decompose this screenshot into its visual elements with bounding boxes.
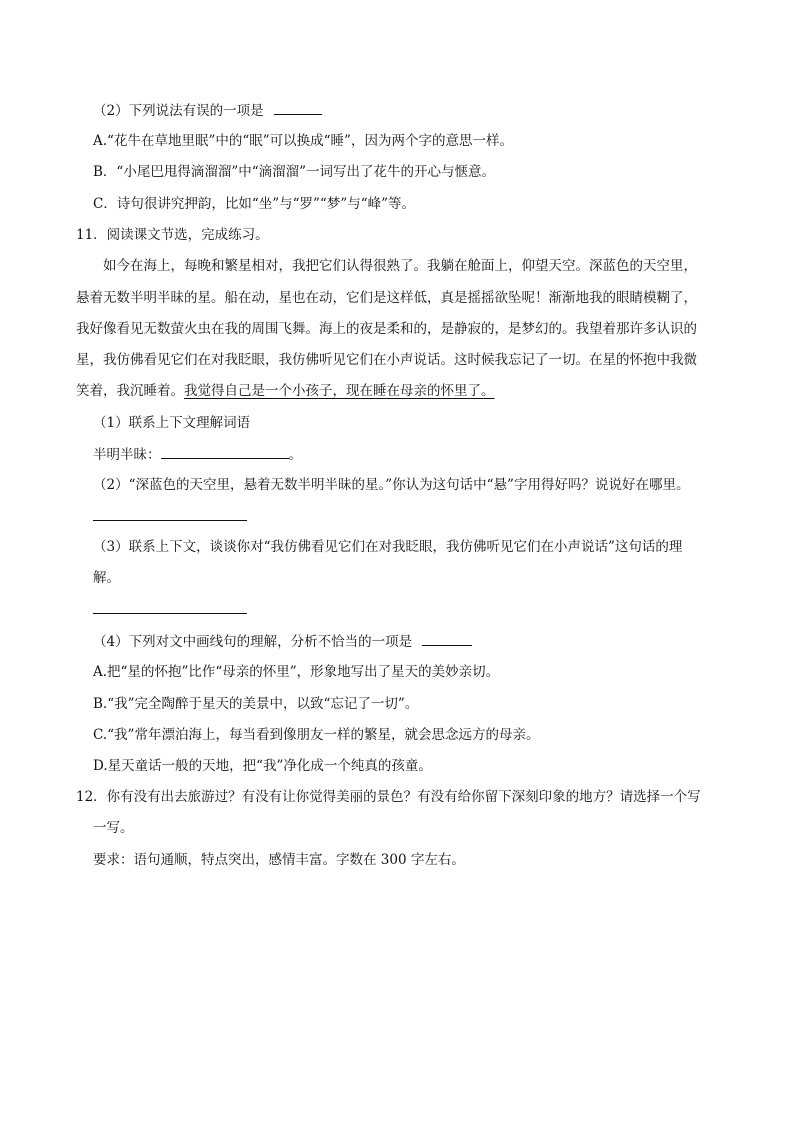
q11-passage-line-1: 如今在海上，每晚和繁星相对，我把它们认得很熟了。我躺在舱面上，仰望天空。深蓝色的天空里， <box>103 258 697 274</box>
q11-option-b: B.“我”完全陶醉于星天的美景中，以致“忘记了一切”。 <box>93 696 419 712</box>
q11-sub1-end: 。 <box>288 447 302 463</box>
q11-sub1-answer-blank[interactable] <box>161 444 289 459</box>
q11-sub1-word: 半明半昧： <box>93 447 161 463</box>
q11-sub1-stem: （1）联系上下文理解词语 <box>93 415 251 431</box>
q10-option-c: C．诗句很讲究押韵，比如“坐”与“罗”“梦”与“峰”等。 <box>93 196 416 212</box>
q11-passage-plain: 笑着，我沉睡着。 <box>76 383 184 399</box>
q11-sub3-line-2: 解。 <box>93 570 120 586</box>
q10-sub2-answer-blank[interactable] <box>274 100 322 115</box>
q10-sub2-stem-text: （2）下列说法有误的一项是 <box>93 103 264 119</box>
q12-line-1: 12．你有没有出去旅游过？有没有让你觉得美丽的景色？有没有给你留下深刻印象的地方？请选择一个写 <box>76 789 701 805</box>
q11-passage-line-4: 星，我仿佛看见它们在对我眨眼，我仿佛听见它们在小声说话。这时候我忘记了一切。在星的怀抱中我微 <box>76 352 697 368</box>
q11-sub4-answer-blank[interactable] <box>422 631 472 646</box>
q11-option-c: C.“我”常年漂泊海上，每当看到像朋友一样的繁星，就会思念远方的母亲。 <box>93 727 540 743</box>
q11-underlined-sentence: 我觉得自己是一个小孩子，现在睡在母亲的怀里了。 <box>184 383 495 399</box>
q11-sub4-stem-text: （4）下列对文中画线句的理解，分析不恰当的一项是 <box>93 634 413 650</box>
q11-passage-line-5 <box>76 381 495 401</box>
q10-option-b: B．“小尾巴甩得滴溜溜”中“滴溜溜”一词写出了花牛的开心与惬意。 <box>93 164 496 180</box>
q11-passage-line-2: 悬着无数半明半昧的星。船在动，星也在动，它们是这样低，真是摇摇欲坠呢！渐渐地我的眼睛模糊了， <box>76 290 697 306</box>
q12-requirements: 要求：语句通顺，特点突出，感情丰富。字数在 300 字左右。 <box>93 852 465 868</box>
q11-option-d: D.星天童话一般的天地，把“我”净化成一个纯真的孩童。 <box>93 758 432 774</box>
q11-sub3-answer-line[interactable] <box>93 613 247 614</box>
q11-passage-line-3: 我好像看见无数萤火虫在我的周围飞舞。海上的夜是柔和的，是静寂的，是梦幻的。我望着那许多认识的 <box>76 321 697 337</box>
q11-sub1-answer-row <box>93 444 302 465</box>
q10-option-a: A.“花牛在草地里眠”中的“眠”可以换成“睡”，因为两个字的意思一样。 <box>93 133 513 149</box>
q11-option-a: A.把“星的怀抱”比作“母亲的怀里”，形象地写出了星天的美妙亲切。 <box>93 664 500 680</box>
q11-sub3-line-1: （3）联系上下文，谈谈你对“我仿佛看见它们在对我眨眼，我仿佛听见它们在小声说话”这句话的理 <box>93 539 683 555</box>
q11-sub4-stem <box>93 631 472 652</box>
q11-sub2-stem: （2）“深蓝色的天空里，悬着无数半明半昧的星。”你认为这句话中“悬”字用得好吗？说说好在哪里。 <box>93 477 690 493</box>
q10-sub2-stem <box>93 100 322 121</box>
q11-stem: 11．阅读课文节选，完成练习。 <box>76 227 269 243</box>
q12-line-2: 一写。 <box>93 820 134 836</box>
q11-sub2-answer-line[interactable] <box>93 520 247 521</box>
